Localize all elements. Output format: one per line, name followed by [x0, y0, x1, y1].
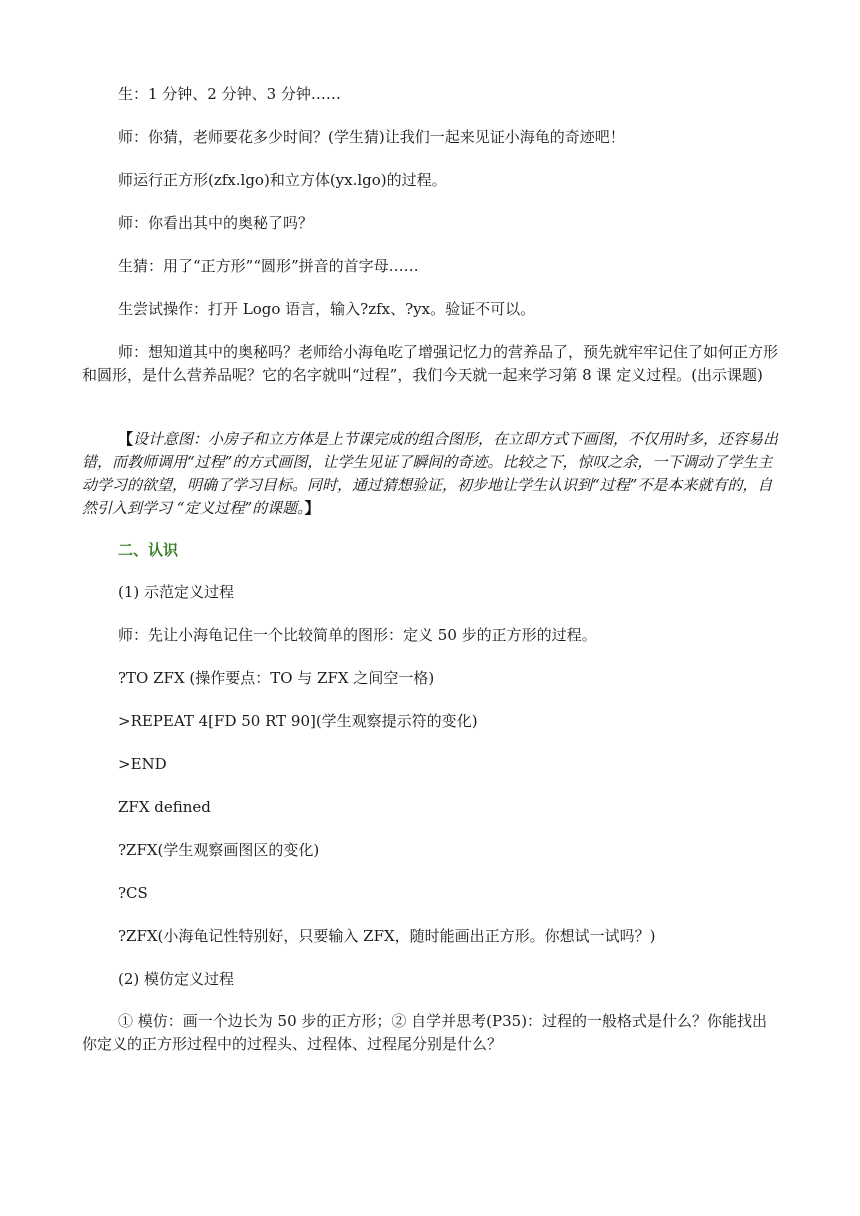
paragraph-imitate-task: ① 模仿：画一个边长为 50 步的正方形；② 自学并思考(P35)：过程的一般格式是什么？你能找出你定义的正方形过程中的过程头、过程体、过程尾分别是什么？: [82, 1012, 768, 1053]
design-close-bracket: 】: [304, 499, 320, 517]
code-line-end: >END: [118, 755, 167, 773]
code-line-repeat: >REPEAT 4[FD 50 RT 90](学生观察提示符的变化): [118, 712, 478, 730]
subsection-imitate-title: (2) 模仿定义过程: [118, 970, 235, 988]
paragraph-teacher-question: 师：你看出其中的奥秘了吗？: [118, 214, 314, 232]
paragraph-student-minutes: 生：1 分钟、2 分钟、3 分钟……: [118, 85, 341, 103]
code-line-zfx-memory: ?ZFX(小海龟记性特别好，只要输入 ZFX，随时能画出正方形。你想试一试吗？): [118, 927, 656, 945]
paragraph-teacher-guess: 师：你猜，老师要花多少时间？(学生猜)让我们一起来见证小海龟的奇迹吧！: [118, 128, 625, 146]
subsection-demo-title: (1) 示范定义过程: [118, 583, 235, 601]
code-line-defined: ZFX defined: [118, 798, 211, 816]
paragraph-teacher-explain: 师：想知道其中的奥秘吗？老师给小海龟吃了增强记忆力的营养品了，预先就牢牢记住了如何正方形和圆形，是什么营养品呢？它的名字就叫“过程”，我们今天就一起来学习第 8 课 定义过程。(出示课题): [82, 343, 779, 384]
design-intent-note: [82, 428, 782, 520]
code-line-to-zfx: ?TO ZFX (操作要点：TO 与 ZFX 之间空一格): [118, 669, 435, 687]
paragraph-student-try: 生尝试操作：打开 Logo 语言，输入?zfx、?yx。验证不可以。: [118, 300, 536, 318]
code-line-zfx-observe: ?ZFX(学生观察画图区的变化): [118, 841, 320, 859]
design-open-bracket: 【: [118, 430, 134, 448]
paragraph-student-guess: 生猜：用了“正方形”“圆形”拼音的首字母……: [118, 257, 419, 275]
paragraph-teacher-define: 师：先让小海龟记住一个比较简单的图形：定义 50 步的正方形的过程。: [118, 626, 597, 644]
paragraph-teacher-run: 师运行正方形(zfx.lgo)和立方体(yx.lgo)的过程。: [118, 171, 447, 189]
section-heading: 二、认识: [118, 541, 179, 559]
code-line-cs: ?CS: [118, 884, 148, 902]
design-intent-text: 设计意图：小房子和立方体是上节课完成的组合图形，在立即方式下画图，不仅用时多，还容易出错，而教师调用“过程”的方式画图，让学生见证了瞬间的奇迹。比较之下，惊叹之余，一下调动了学生主动学习的欲望，明确了学习目标。同时，通过猜想验证，初步地让学生认识到“过程”不是本来就有的，自然引入到学习 “定义过程”的课题。: [82, 430, 779, 517]
